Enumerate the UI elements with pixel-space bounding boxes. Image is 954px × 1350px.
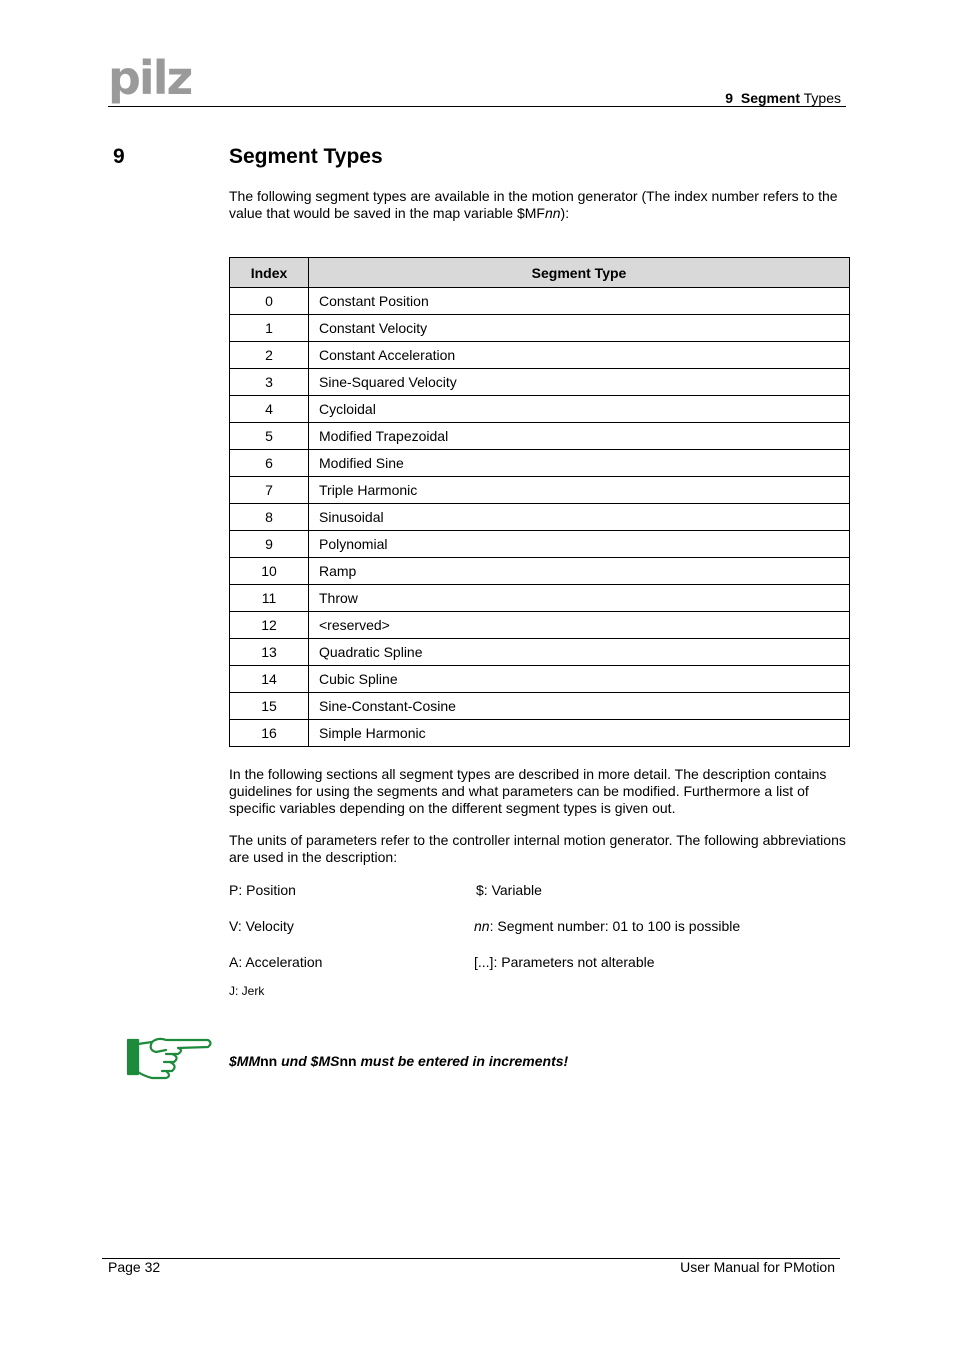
cell-segment-type: Sine-Constant-Cosine (309, 693, 850, 720)
cell-index: 13 (230, 639, 309, 666)
note-und-ms: und $MS (277, 1053, 340, 1069)
cell-segment-type: Sine-Squared Velocity (309, 369, 850, 396)
header-section-rest: Types (803, 90, 841, 106)
table-row (230, 342, 850, 369)
cell-segment-type: Sinusoidal (309, 504, 850, 531)
intro-paragraph (229, 188, 849, 222)
segment-types-table (229, 257, 850, 747)
cell-segment-type: Simple Harmonic (309, 720, 850, 747)
table-body (230, 288, 850, 747)
page-number: Page 32 (108, 1259, 161, 1275)
cell-index: 3 (230, 369, 309, 396)
table-row (230, 423, 850, 450)
cell-index: 14 (230, 666, 309, 693)
table-row (230, 720, 850, 747)
cell-segment-type: Polynomial (309, 531, 850, 558)
abbr-velocity: V: Velocity (229, 918, 294, 934)
table-row (230, 396, 850, 423)
chapter-title: Segment Types (229, 145, 383, 168)
table-row (230, 639, 850, 666)
cell-index: 2 (230, 342, 309, 369)
cell-index: 16 (230, 720, 309, 747)
cell-index: 0 (230, 288, 309, 315)
table-row (230, 585, 850, 612)
cell-index: 1 (230, 315, 309, 342)
cell-segment-type: <reserved> (309, 612, 850, 639)
cell-index: 4 (230, 396, 309, 423)
intro-end: ): (560, 205, 570, 221)
note-nn-2: nn (339, 1053, 357, 1069)
table-row (230, 558, 850, 585)
abbr-segment-number (474, 918, 740, 934)
cell-index: 9 (230, 531, 309, 558)
table-row (230, 315, 850, 342)
cell-segment-type: Constant Velocity (309, 315, 850, 342)
table-row (230, 693, 850, 720)
cell-segment-type: Constant Position (309, 288, 850, 315)
intro-italic: nn (544, 205, 561, 221)
note-mm: $MM (229, 1053, 261, 1069)
abbr-segment-rest: : Segment number: 01 to 100 is possible (489, 918, 741, 934)
abbr-acceleration: A: Acceleration (229, 954, 323, 970)
header-rule (108, 106, 846, 107)
cell-segment-type: Modified Sine (309, 450, 850, 477)
cell-index: 8 (230, 504, 309, 531)
table-row (230, 666, 850, 693)
description-paragraph: In the following sections all segment types are described in more detail. The description contains guidelines for using the segments and what parameters can be modified. Furthermore a list of specific variables depending on the different segment types is given out. (229, 766, 827, 816)
running-header (725, 90, 841, 106)
header-section-number: 9 (725, 90, 734, 106)
table-row (230, 288, 850, 315)
cell-segment-type: Ramp (309, 558, 850, 585)
table-row (230, 450, 850, 477)
abbr-parameters: [...]: Parameters not alterable (474, 954, 655, 970)
cell-segment-type: Modified Trapezoidal (309, 423, 850, 450)
table-row (230, 477, 850, 504)
note-rest: must be entered in increments! (356, 1053, 569, 1069)
table-row (230, 531, 850, 558)
abbr-position: P: Position (229, 882, 296, 898)
column-header-segment-type: Segment Type (309, 258, 850, 288)
pointing-hand-icon (126, 1034, 214, 1080)
cell-segment-type: Throw (309, 585, 850, 612)
cell-index: 15 (230, 693, 309, 720)
cell-segment-type: Quadratic Spline (309, 639, 850, 666)
cell-index: 10 (230, 558, 309, 585)
chapter-number: 9 (113, 145, 125, 168)
table-header-row (230, 258, 850, 288)
intro-text: The following segment types are available in the motion generator (The index number refers to the value that would be saved in the map variable $MF (229, 188, 838, 221)
table-row (230, 612, 850, 639)
header-section-bold: Segment (740, 90, 800, 106)
cell-index: 5 (230, 423, 309, 450)
abbr-variable: $: Variable (476, 882, 542, 898)
logo-text: pilz (108, 56, 192, 104)
note-text (229, 1053, 568, 1069)
cell-segment-type: Cycloidal (309, 396, 850, 423)
cell-index: 11 (230, 585, 309, 612)
abbr-segment-italic: nn (474, 918, 490, 934)
cell-segment-type: Constant Acceleration (309, 342, 850, 369)
column-header-index: Index (230, 258, 309, 288)
manual-title: User Manual for PMotion (680, 1259, 835, 1275)
cell-index: 12 (230, 612, 309, 639)
pilz-logo (108, 56, 192, 104)
cell-segment-type: Cubic Spline (309, 666, 850, 693)
table-row (230, 504, 850, 531)
cell-index: 7 (230, 477, 309, 504)
note-nn-1: nn (260, 1053, 278, 1069)
cell-index: 6 (230, 450, 309, 477)
abbr-jerk: J: Jerk (229, 984, 265, 998)
cell-segment-type: Triple Harmonic (309, 477, 850, 504)
table-row (230, 369, 850, 396)
units-paragraph: The units of parameters refer to the controller internal motion generator. The following abbreviations are used in the description: (229, 832, 846, 865)
